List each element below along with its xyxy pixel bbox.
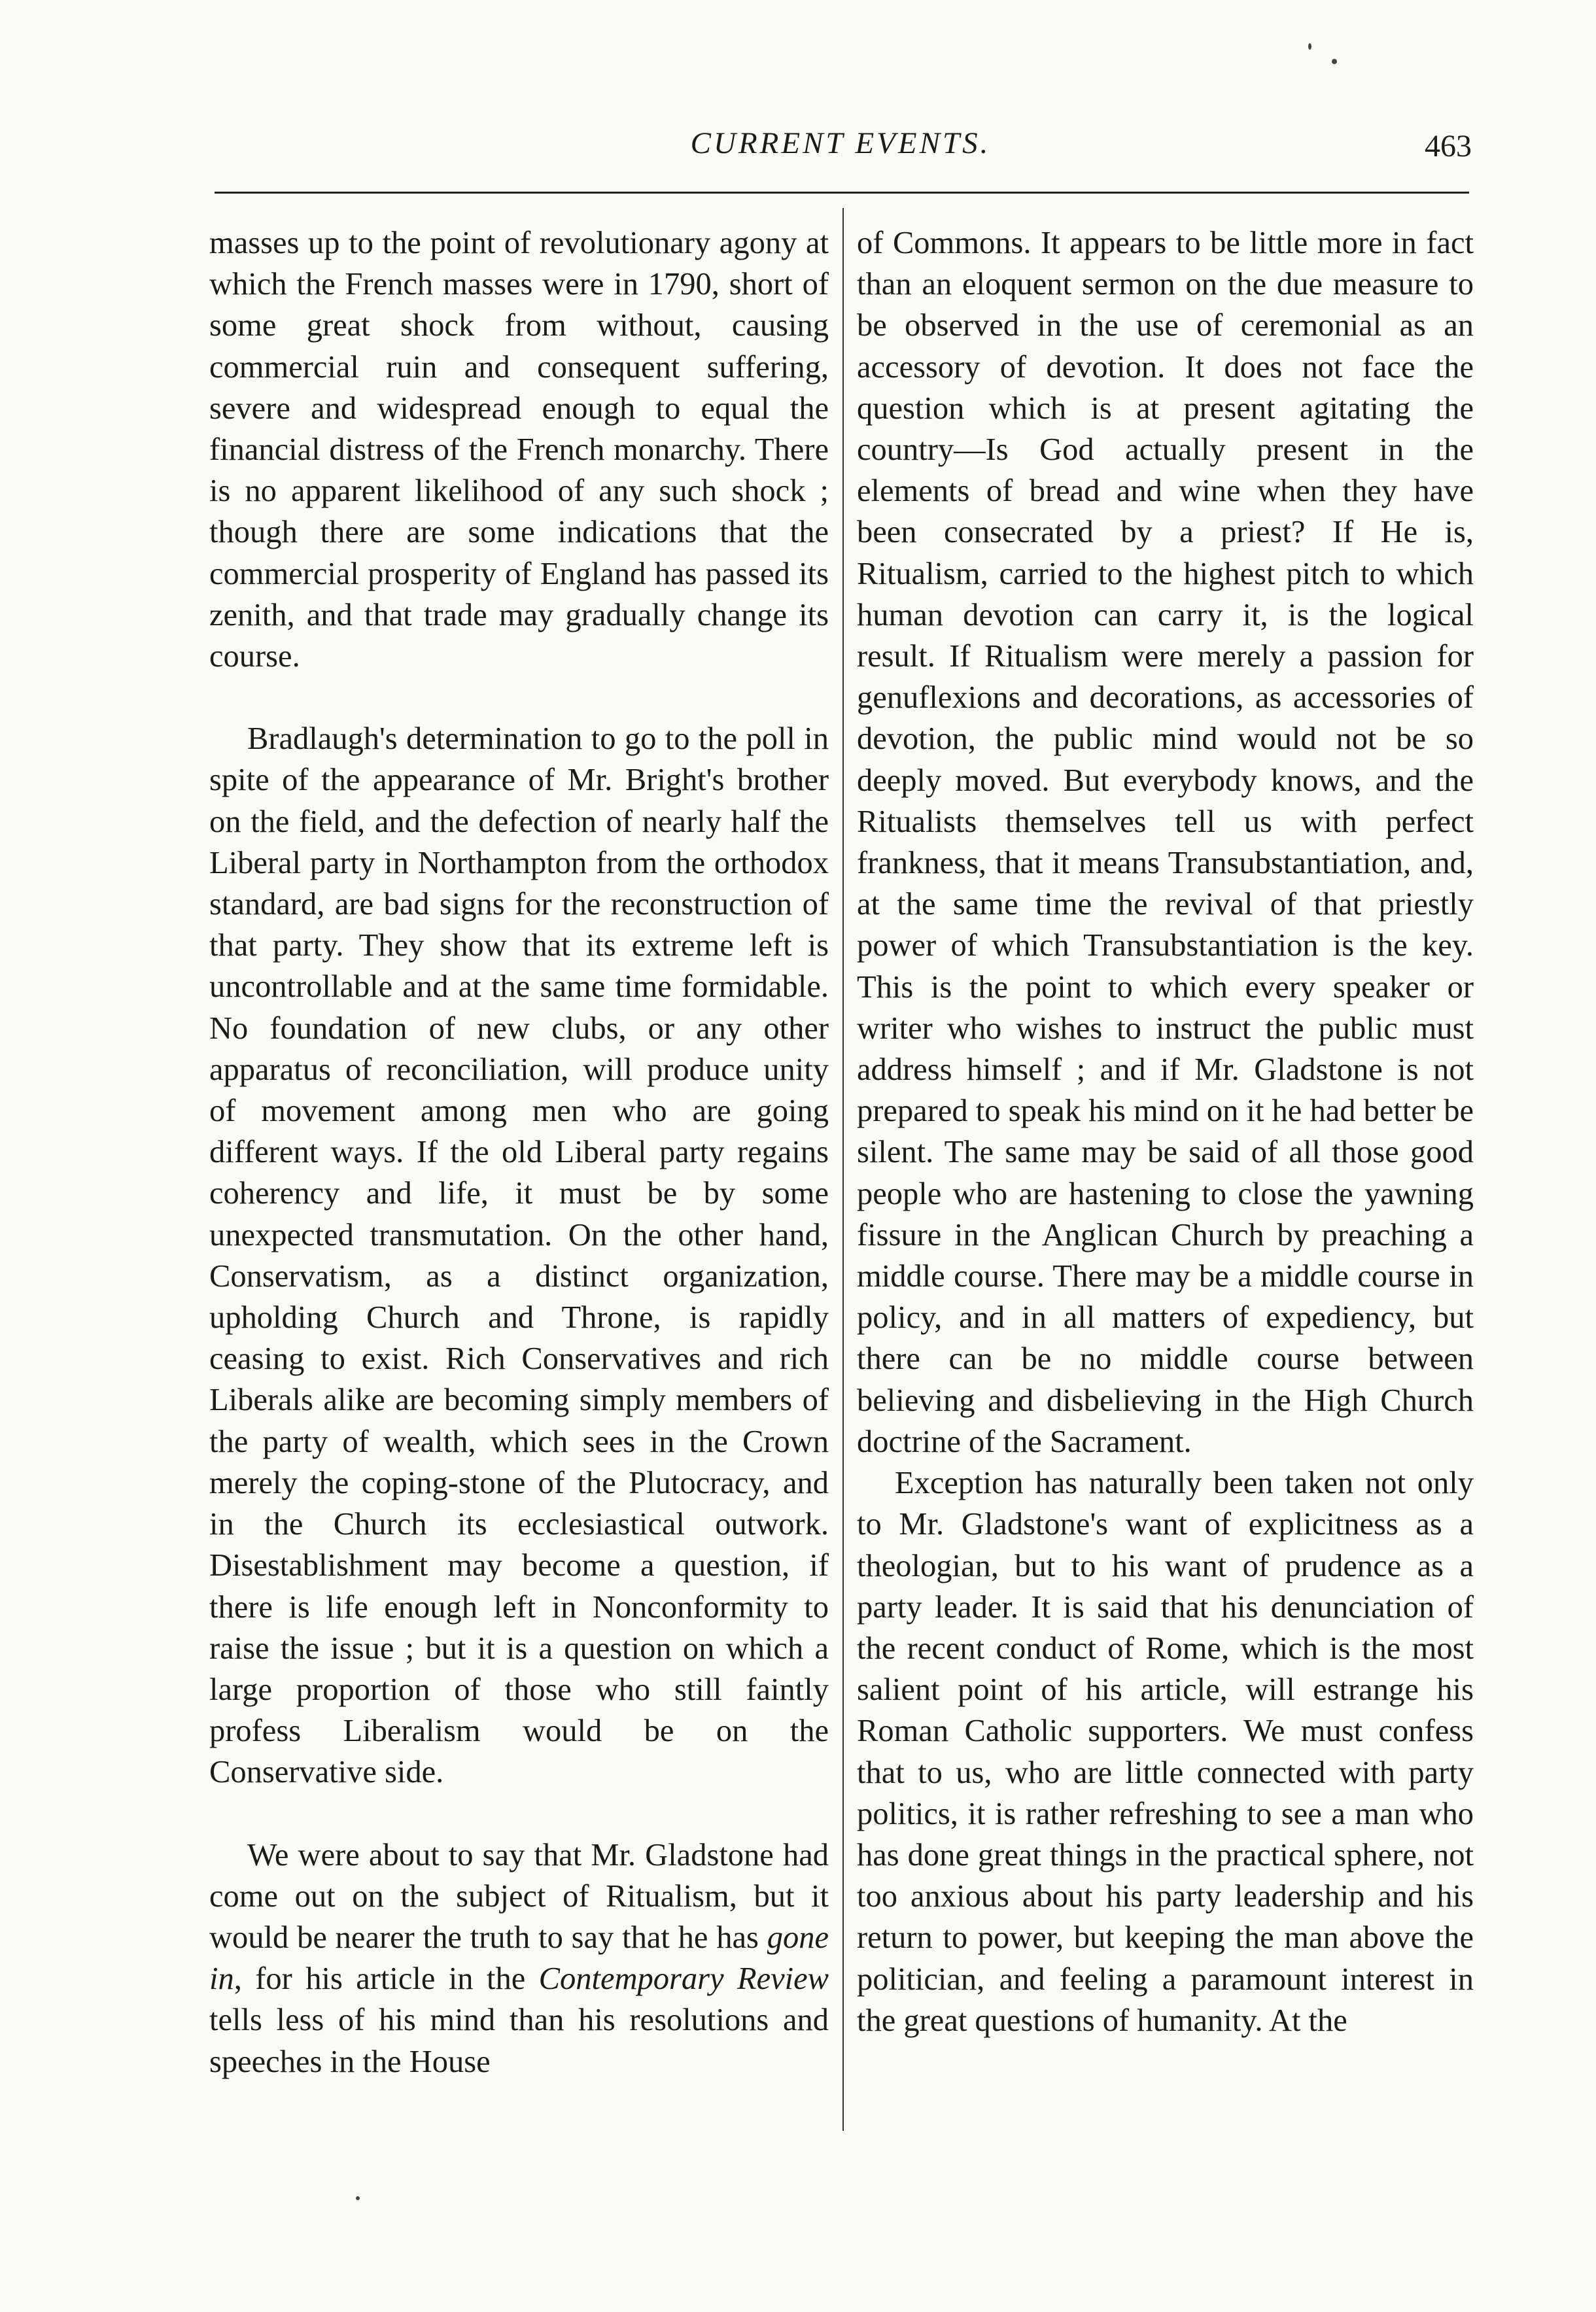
print-speck [356, 2196, 360, 2200]
page-number: 463 [1425, 129, 1472, 164]
right-column [857, 222, 1474, 2041]
paragraph: Bradlaugh's determination to go to the poll in spite of the appearance of Mr. Bright's brother on the field, and the defection of nearly half the Liberal party in Northampton from the orthodox standard, are bad signs for the reconstruction of that party. They show that its extreme left is uncontrollable and at the same time formidable. No foundation of new clubs, or any other apparatus of reconciliation, will produce unity of movement among men who are going different ways. If the old Liberal party regains coherency and life, it must be by some unexpected transmutation. On the other hand, Conservatism, as a distinct organization, upholding Church and Throne, is rapidly ceasing to exist. Rich Conservatives and rich Liberals alike are becoming simply members of the party of wealth, which sees in the Crown merely the coping-stone of the Plutocracy, and in the Church its ecclesiastical outwork. Disestablishment may become a question, if there is life enough left in Nonconformity to raise the issue ; but it is a question on which a large proportion of those who still faintly profess Liberalism would be on the Conservative side. [209, 721, 829, 1790]
paragraph: Exception has naturally been taken not only to Mr. Gladstone's want of explicitness as a theologian, but to his want of prudence as a party leader. It is said that his denunciation of the recent conduct of Rome, which is the most salient point of his article, will estrange his Roman Catholic supporters. We must confess that to us, who are little connected with party politics, it is rather refreshing to see a man who has done great things in the practical sphere, not too anxious about his party leadership and his return to power, but keeping the man above the politician, and feeling a paramount interest in the great questions of humanity. At the [857, 1466, 1474, 2038]
text-run: tells less of his mind than his resolutions and speeches in the House [209, 2003, 829, 2079]
paragraph: of Commons. It appears to be little more in fact than an eloquent sermon on the due measure to be observed in the use of ceremonial as an accessory of devotion. It does not face the question which is at present agitating the country—Is God actually present in the elements of bread and wine when they have been consecrated by a priest? If He is, Ritualism, carried to the highest pitch to which human devotion can carry it, is the logical result. If Ritualism were merely a passion for genuflexions and decorations, as accessories of devotion, the public mind would not be so deeply moved. But everybody knows, and the Ritualists themselves tell us with perfect frankness, that it means Transubstantiation, and, at the same time the revival of that priestly power of which Transubstantiation is the key. This is the point to which every speaker or writer who wishes to instruct the public must address himself ; and if Mr. Gladstone is not prepared to speak his mind on it he had better be silent. The same may be said of all those good people who are hastening to close the yawning fissure in the Anglican Church by preaching a middle course. There may be a middle course in policy, and in all matters of expediency, but there can be no middle course between believing and disbelieving in the High Church doctrine of the Sacrament. [857, 226, 1474, 1459]
header-rule [215, 192, 1469, 194]
column-divider [842, 208, 844, 2131]
print-speck [1308, 43, 1311, 50]
journal-title: Contemporary Review [538, 1961, 829, 1997]
running-head: CURRENT EVENTS. [690, 126, 991, 160]
left-column [209, 222, 829, 2082]
text-run: We were about to say that Mr. Gladstone had come out on the subject of Ritualism, but it would be nearer the truth to say that he has [209, 1837, 829, 1955]
italic-phrase: gone in [209, 1920, 829, 1997]
paragraph [209, 1835, 829, 2082]
page-header [209, 126, 1472, 171]
paragraph: masses up to the point of revolutionary agony at which the French masses were in 1790, short of some great shock from without, causing commercial ruin and consequent suffering, severe and widespread enough to equal the financial distress of the French monarchy. There is no apparent likelihood of any such shock ; though there are some indications that the commercial prosperity of England has passed its zenith, and that trade may gradually change its course. [209, 226, 829, 674]
text-run: , for his article in the [234, 1961, 539, 1997]
print-speck [1332, 59, 1337, 64]
